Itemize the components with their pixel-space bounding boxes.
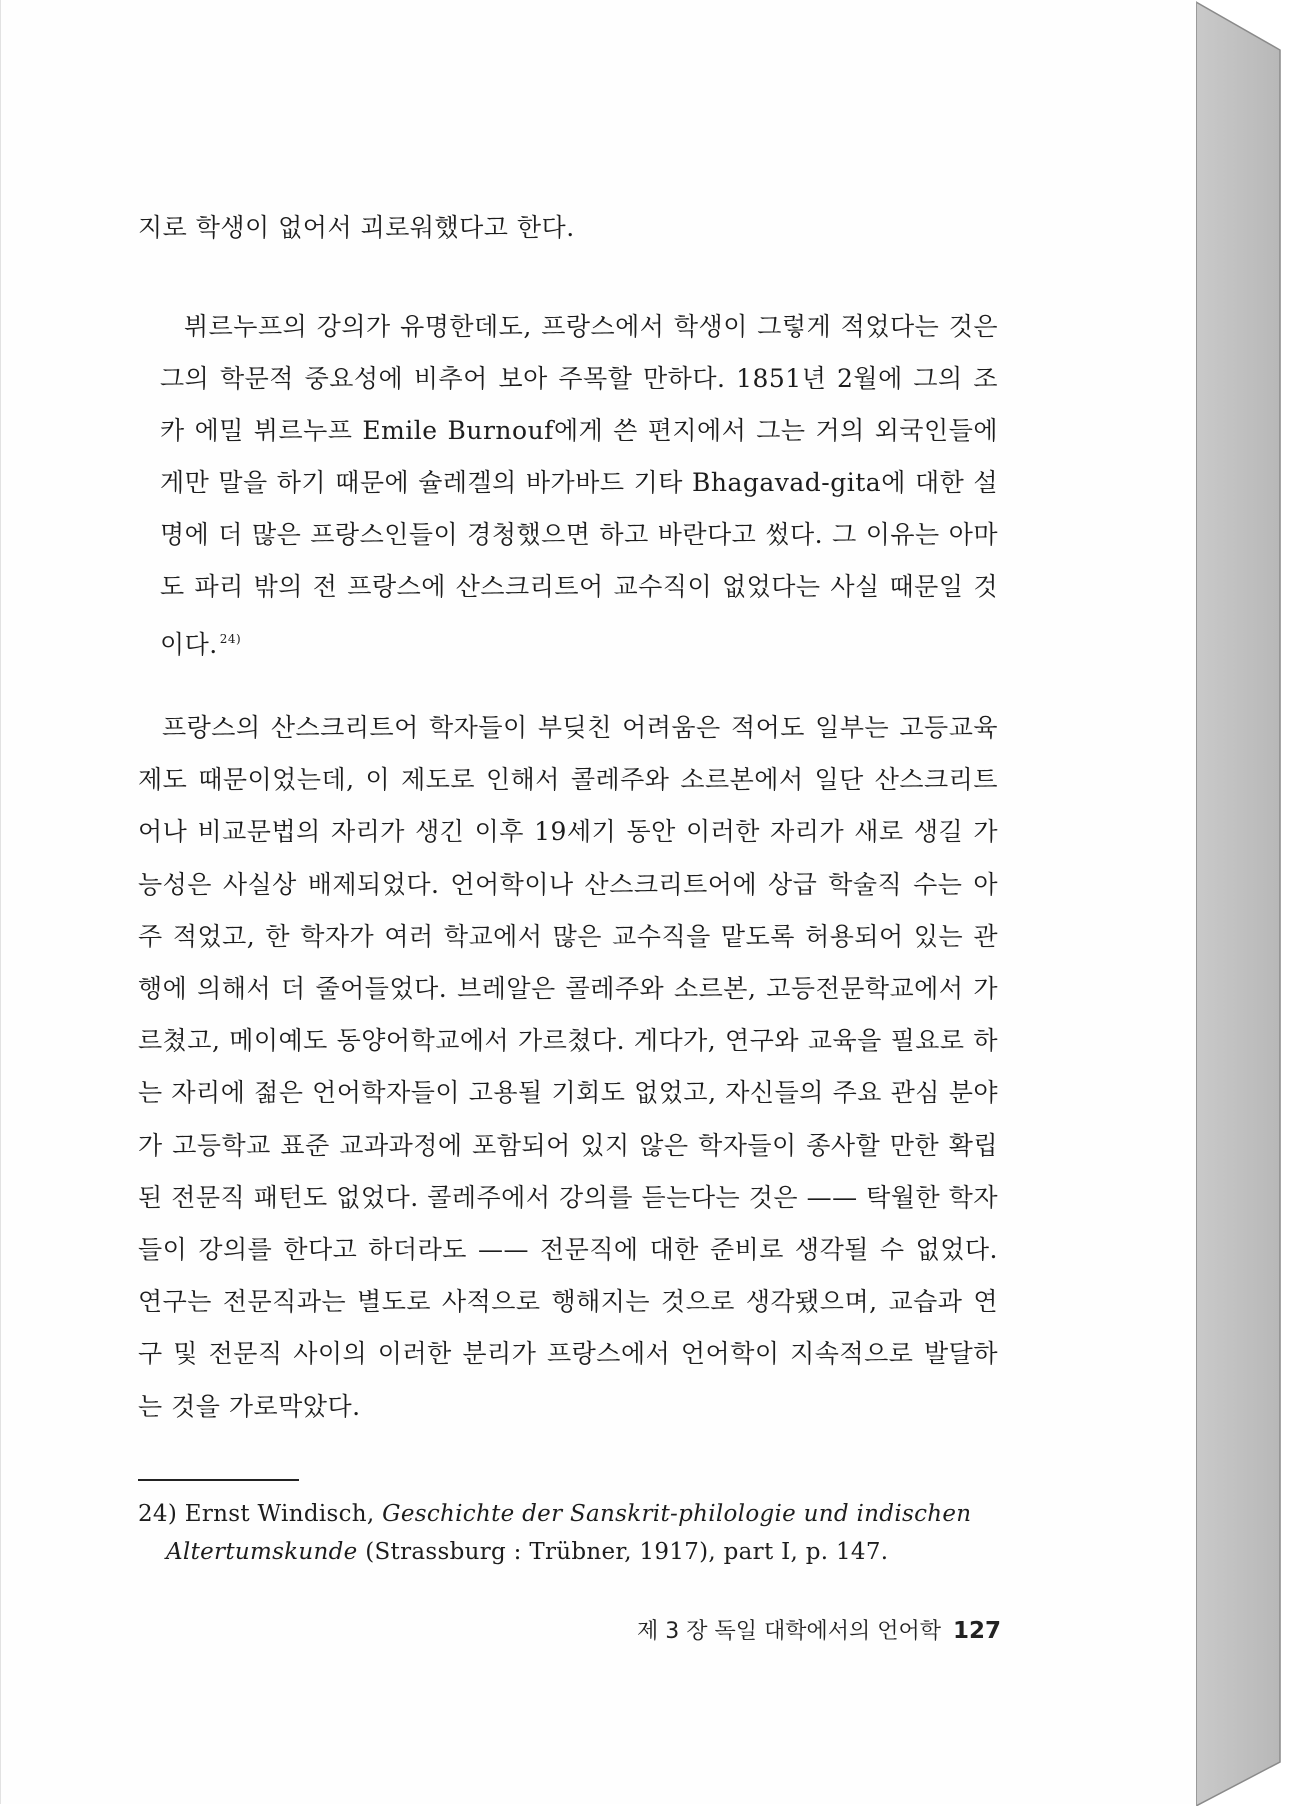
page-number: 127 [952, 1618, 1001, 1644]
book-edge-3d [1196, 0, 1311, 1806]
footnote [138, 1495, 998, 1571]
paragraph-text: 지로 학생이 없어서 괴로워했다고 한다. [138, 213, 575, 242]
paragraph-text [160, 301, 998, 671]
running-footer [561, 1614, 1001, 1645]
paragraph-continuation [138, 202, 998, 254]
footnote-title-cont: Altertumskunde [166, 1539, 358, 1565]
footnote-author: Ernst Windisch, [184, 1501, 375, 1527]
footnote-number: 24) [138, 1501, 178, 1527]
paragraph-text: 프랑스의 산스크리트어 학자들이 부딪친 어려움은 적어도 일부는 고등교육제도 때문이었는데, 이 제도로 인해서 콜레주와 소르본에서 일단 산스크리트어나 비교문법의 자리가 생긴 이후 19세기 동안 이러한 자리가 새로 생길 가능성은 사실상 배제되었다. 언어학이나 산스크리트어에 상급 학술직 수는 아주 적었고, 한 학자가 여러 학교에서 많은 교수직을 맡도록 허용되어 있는 관행에 의해서 더 줄어들었다. 브레알은 콜레주와 소르본, 고등전문학교에서 가르쳤고, 메이예도 동양어학교에서 가르쳤다. 게다가, 연구와 교육을 필요로 하는 자리에 젊은 언어학자들이 고용될 기회도 없었고, 자신들의 주요 관심 분야가 고등학교 표준 교과과정에 포함되어 있지 않은 학자들이 종사할 만한 확립된 전문직 패턴도 없었다. 콜레주에서 강의를 듣는다는 것은 —— 탁월한 학자들이 강의를 한다고 하더라도 —— 전문직에 대한 준비로 생각될 수 없었다. 연구는 전문직과는 별도로 사적으로 행해지는 것으로 생각됐으며, 교습과 연구 및 전문직 사이의 이러한 분리가 프랑스에서 언어학이 지속적으로 발달하는 것을 가로막았다. [138, 713, 998, 1421]
footnote-title: Geschichte der Sanskrit-philologie und indischen [382, 1501, 972, 1527]
footnote-line-2 [138, 1533, 998, 1571]
footnote-reference: 24) [219, 632, 242, 646]
footnote-publication: (Strassburg : Trübner, 1917), part I, p. 147. [365, 1539, 889, 1565]
paragraph-french-scholars [138, 702, 998, 1433]
paragraph-body: 뷔르누프의 강의가 유명한데도, 프랑스에서 학생이 그렇게 적었다는 것은 그의 학문적 중요성에 비추어 보아 주목할 만하다. 1851년 2월에 그의 조카 에밀 뷔르누프 Emile Burnouf에게 쓴 편지에서 그는 거의 외국인들에게만 말을 하기 때문에 슐레겔의 바가바드 기타 Bhagavad-gita에 대한 설명에 더 많은 프랑스인들이 경청했으면 하고 바란다고 썼다. 그 이유는 아마도 파리 밖의 전 프랑스에 산스크리트어 교수직이 없었다는 사실 때문일 것이다. [160, 312, 998, 659]
footnote-divider [138, 1479, 299, 1481]
paragraph-burnouf [160, 301, 998, 671]
chapter-title: 제 3 장 독일 대학에서의 언어학 [636, 1619, 941, 1644]
book-edge-shape [1196, 0, 1311, 1806]
